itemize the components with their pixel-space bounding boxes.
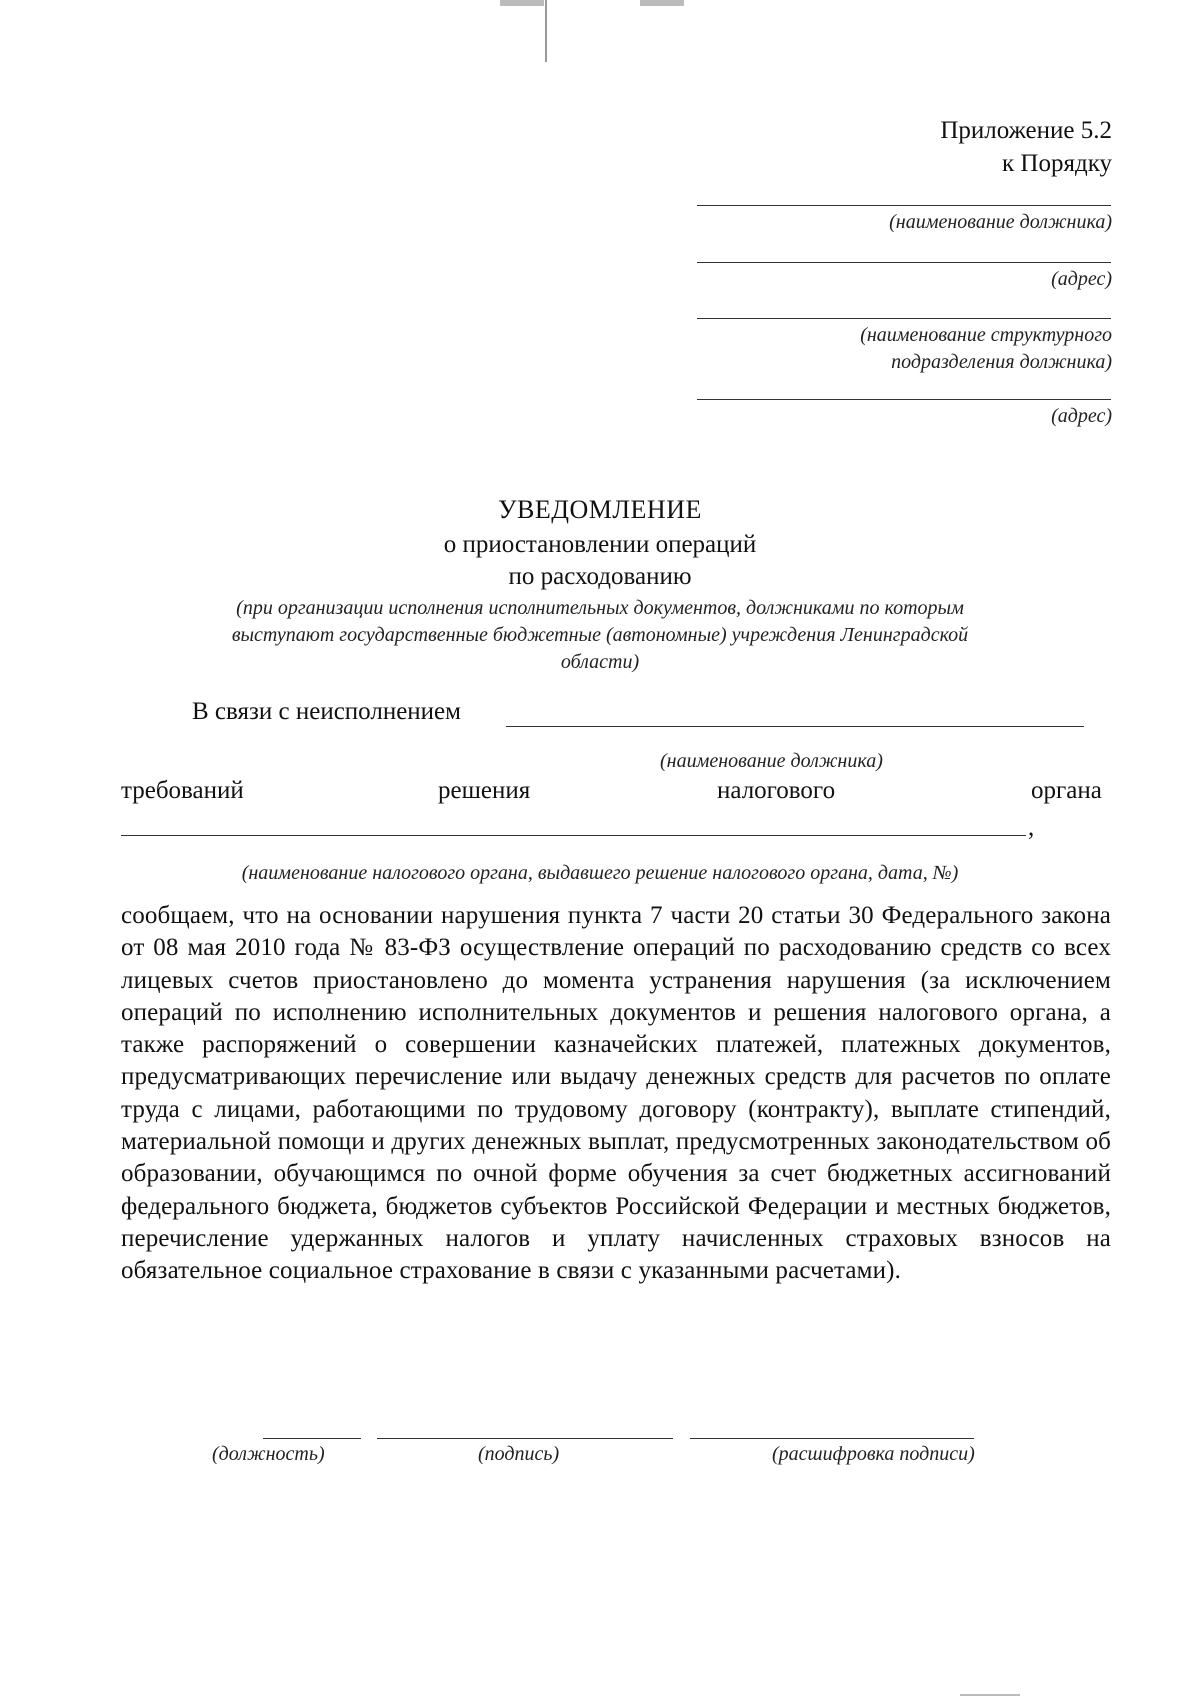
tax-body-fill-line	[121, 835, 1026, 836]
scan-artifact	[545, 0, 547, 62]
address-line-1	[697, 262, 1111, 263]
debtor-name-caption: (наименование должника)	[889, 211, 1112, 233]
title-note-1: (при организации исполнения исполнительных документов, должниками по которым	[236, 597, 964, 619]
appendix-reference: к Порядку	[1002, 150, 1112, 177]
division-caption-2: подразделения должника)	[891, 351, 1112, 373]
word-tax: налогового	[717, 777, 836, 804]
title-note-2: выступают государственные бюджетные (автономные) учреждения Ленинградской	[231, 624, 969, 646]
document-subtitle-2: по расходованию	[508, 563, 692, 590]
intro-text: В связи с неисполнением	[192, 698, 461, 725]
signature-line	[377, 1438, 673, 1439]
position-caption: (должность)	[212, 1443, 325, 1465]
division-name-line	[697, 318, 1111, 319]
tax-body-comma: ,	[1028, 814, 1035, 841]
scan-artifact	[640, 0, 684, 6]
appendix-number: Приложение 5.2	[940, 117, 1112, 144]
address-caption-1: (адрес)	[1051, 268, 1112, 290]
document-subtitle-1: о приостановлении операций	[443, 531, 757, 558]
word-decision: решения	[438, 777, 531, 804]
title-note-3: области)	[560, 651, 640, 673]
decoding-line	[690, 1438, 974, 1439]
word-requirements: требований	[121, 777, 244, 804]
word-body: органа	[1031, 777, 1102, 804]
debtor-fill-caption: (наименование должника)	[660, 750, 883, 772]
debtor-fill-line	[506, 726, 1084, 727]
document-title: УВЕДОМЛЕНИЕ	[498, 495, 702, 524]
decoding-caption: (расшифровка подписи)	[772, 1443, 975, 1465]
tax-body-caption: (наименование налогового органа, выдавшего решение налогового органа, дата, №)	[241, 862, 959, 884]
position-line	[263, 1438, 361, 1439]
address-caption-2: (адрес)	[1051, 405, 1112, 427]
scan-artifact	[500, 0, 544, 6]
scan-artifact	[960, 1694, 1020, 1696]
address-line-2	[697, 399, 1111, 400]
debtor-name-line	[697, 205, 1111, 206]
signature-caption: (подпись)	[478, 1443, 560, 1465]
notice-body: сообщаем, что на основании нарушения пункта 7 части 20 статьи 30 Федерального закона от 08 мая 2010 года № 83-ФЗ осуществление операций по расходованию средств со всех лицевых счетов приостановлено до момента устранения нарушения (за исключением операций по исполнению исполнительных документов и решения налогового органа, а также распоряжений о совершении казначейских платежей, платежных документов, предусматривающих перечисление или выдачу денежных средств для расчетов по оплате труда с лицами, работающими по трудовому договору (контракту), выплате стипендий, материальной помощи и других денежных выплат, предусмотренных законодательством об образовании, обучающимся по очной форме обучения за счет бюджетных ассигнований федерального бюджета, бюджетов субъектов Российской Федерации и местных бюджетов, перечисление удержанных налогов и уплату начисленных страховых взносов на обязательное социальное страхование в связи с указанными расчетами).	[121, 902, 1111, 1285]
division-caption-1: (наименование структурного	[860, 324, 1112, 346]
